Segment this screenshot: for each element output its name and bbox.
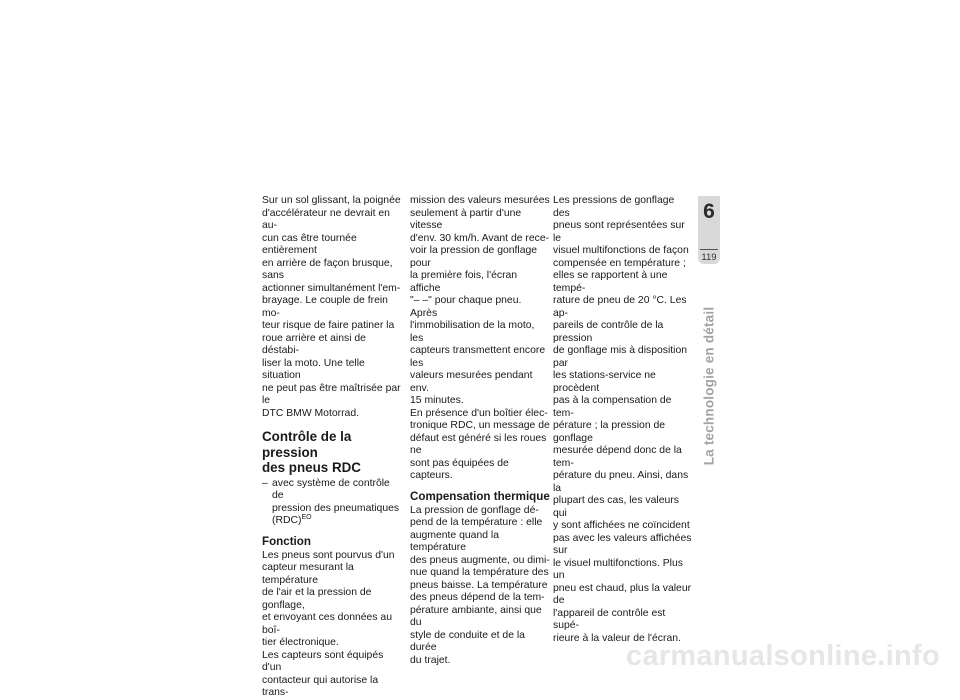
intro-paragraph: Sur un sol glissant, la poignée d'accélérateur ne devrait en au- cun cas être tournée entièrement en arrière de façon brusque, sans actionner simultanément l'em- brayage. Le couple de frein mo- teur risque de faire patiner la roue arrière et ainsi de déstabi- liser la moto. Une telle situation ne peut pas être maîtrisée par le DTC BMW Motorrad. [262,195,401,419]
chapter-number: 6 [703,200,715,223]
section-heading-rdc: Contrôle de la pression des pneus RDC [262,429,361,475]
text-column-1 [262,195,402,700]
fonction-paragraph: Les pneus sont pourvus d'un capteur mesurant la température de l'air et la pression de gonflage, et envoyant ces données au boî- tier électronique. Les capteurs sont équipés d'un contacteur qui autorise la trans- [262,549,395,698]
bullet-dash: – [262,477,268,489]
option-superscript: EO [301,514,312,521]
bullet-text-main: avec système de contrôle de pression des pneumatiques (RDC) [272,477,400,526]
transmission-paragraph: mission des valeurs mesurées seulement à partir d'une vitesse d'env. 30 km/h. Avant de rece- voir la pression de gonflage pour la première fois, l'écran affiche "– –" pour chaque pneu. Après l'immobilisation de la moto, les capteurs transmettent encore les valeurs mesurées pendant env. 15 minutes. En présence d'un boîtier élec- tronique RDC, un message de défaut est généré si les roues ne sont pas équipées de capteurs. [410,195,550,481]
compensation-paragraph: La pression de gonflage dé- pend de la température : elle augmente quand la température des pneus augmente, ou dimi- nue quand la température des pneus baisse. La température des pneus dépend de la tem- pérature ambiante, ainsi que du style de conduite et de la durée du trajet. [410,504,550,666]
bullet-text [272,478,402,528]
text-column-2 [410,195,550,667]
chapter-title-vertical: La technologie en détail [701,306,717,466]
page-divider [700,249,718,250]
watermark: carmanualsonline.info [625,640,940,672]
pressure-paragraph: Les pressions de gonflage des pneus sont représentées sur le visuel multifonctions de façon compensée en température ; elles se rapportent à une tempé- rature de pneu de 20 °C. Les ap- pareils de contrôle de la pression de gonflage mis à disposition par les stations-service ne procèdent pas à la compensation de tem- pérature ; la pression de gonflage mesurée dépend donc de la tem- pérature du pneu. Ainsi, dans la plupart des cas, les valeurs qui y sont affichées ne coïncident pas avec les valeurs affichées sur le visuel multifonctions. Plus un pneu est chaud, plus la valeur de l'appareil de contrôle est supé- rieure à la valeur de l'écran. [553,195,692,644]
subheading-fonction: Fonction [262,534,311,548]
subheading-compensation: Compensation thermique [410,489,550,503]
page-number: 119 [701,252,717,263]
bullet-item [262,478,402,528]
text-column-3 [553,195,693,645]
